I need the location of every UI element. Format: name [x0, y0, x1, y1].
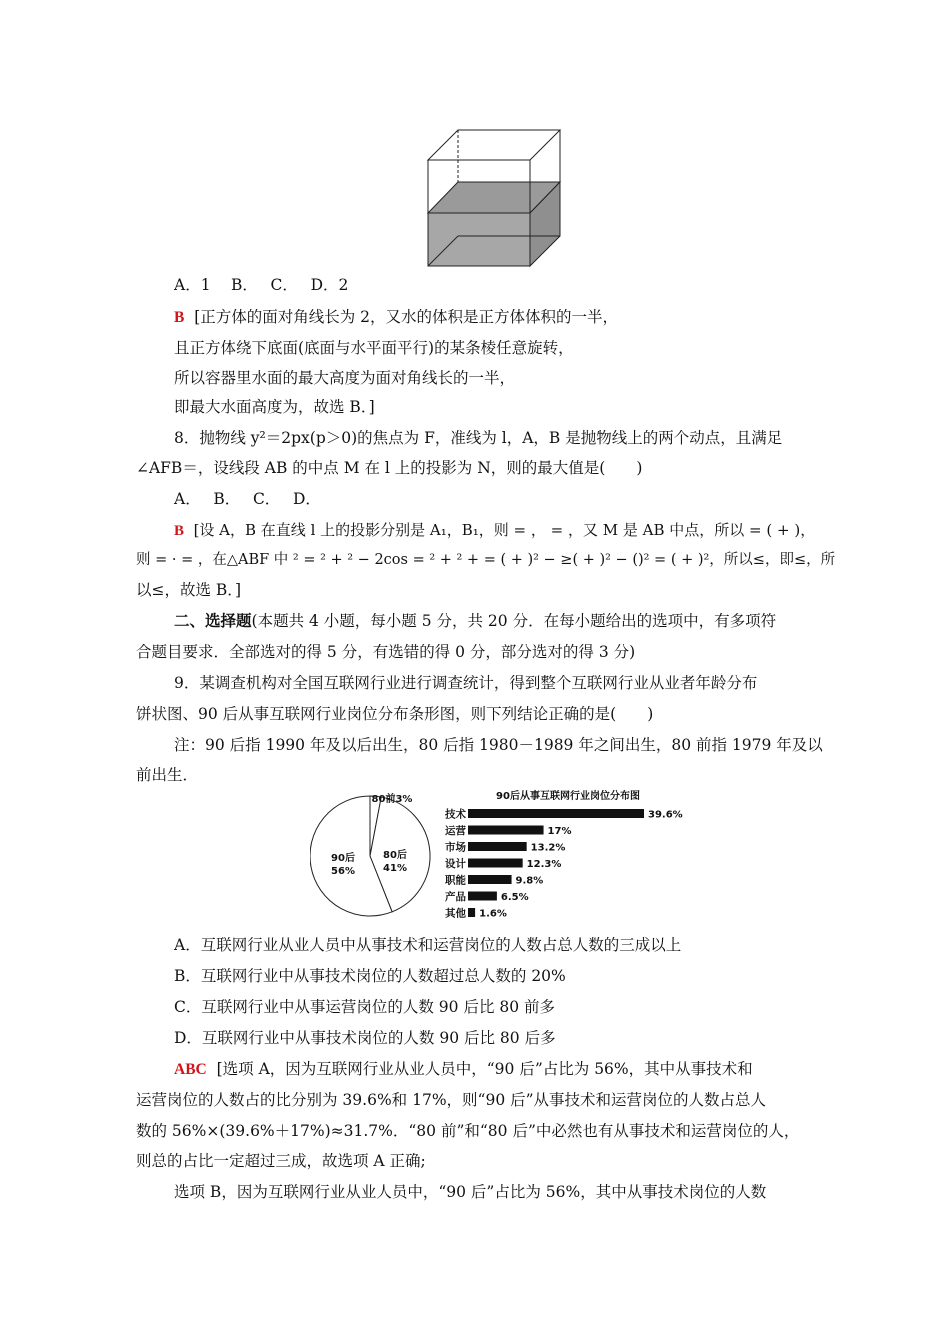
bar-value-label: 9.8%	[515, 875, 544, 887]
bar	[468, 892, 497, 901]
q9-option-b: B．互联网行业中从事技术岗位的人数超过总人数的 20%	[174, 967, 566, 985]
bar-category-label: 设计	[445, 858, 466, 870]
q7-explanation-line: 即最大水面高度为，故选 B．]	[174, 398, 375, 416]
q7-explanation-line: 且正方体绕下底面(底面与水平面平行)的某条棱任意旋转，	[174, 339, 574, 357]
bar-value-label: 12.3%	[526, 859, 562, 870]
q9-explanation-line: ABC [选项 A，因为互联网行业从业人员中，“90 后”占比为 56%，其中从事技术和	[174, 1060, 753, 1078]
section-desc: 合题目要求．全部选对的得 5 分，有选错的得 0 分，部分选对的得 3 分)	[136, 643, 636, 661]
bar-category-label: 市场	[445, 841, 466, 854]
q8-stem: ∠AFB＝，设线段 AB 的中点 M 在 l 上的投影为 N，则的最大值是( )	[136, 459, 643, 477]
q7-explanation-line: 所以容器里水面的最大高度为面对角线长的一半，	[174, 369, 516, 387]
pie-label: 56%	[331, 866, 355, 877]
section-title: 二、选择题	[174, 611, 252, 630]
q9-stem: 9．某调查机构对全国互联网行业进行调查统计，得到整个互联网行业从业者年龄分布	[174, 674, 758, 692]
q9-option-a: A．互联网行业从业人员中从事技术和运营岗位的人数占总人数的三成以上	[174, 936, 682, 954]
q8-answer: B	[174, 523, 185, 539]
bar-value-label: 13.2%	[530, 842, 566, 854]
q9-explanation-line: 则总的占比一定超过三成，故选项 A 正确;	[136, 1152, 426, 1170]
bar	[468, 859, 523, 868]
q9-note: 注：90 后指 1990 年及以后出生，80 后指 1980－1989 年之间出生，80 前指 1979 年及以	[174, 736, 823, 754]
q9-explanation-line: 运营岗位的人数占的比分别为 39.6%和 17%，则“90 后”从事技术和运营岗位的人数占总人	[136, 1091, 767, 1109]
q7-options: A．1 B． C． D．2	[174, 276, 349, 294]
cube-water-figure	[420, 124, 570, 268]
bar-category-label: 运营	[445, 825, 466, 837]
bar-chart-title: 90后从事互联网行业岗位分布图	[496, 791, 640, 802]
pie-label: 80前3%	[371, 794, 413, 805]
bar-value-label: 39.6%	[648, 809, 683, 821]
bar-category-label: 职能	[445, 874, 466, 887]
bar	[468, 875, 512, 884]
q7-explanation-line: B [正方体的面对角线长为 2，又水的体积是正方体体积的一半，	[174, 308, 619, 326]
q8-options: A． B． C． D．	[174, 490, 321, 508]
q9-charts	[310, 786, 690, 926]
q9-explanation-line: 选项 B，因为互联网行业从业人员中，“90 后”占比为 56%，其中从事技术岗位的人数	[174, 1183, 767, 1201]
q8-explanation-line: 则 = · = ，在△ABF 中 ² = ² + ² − 2cos = ² + ² + = ( + )² − ≥( + )² − ()² = ( + )²，所以≤，即≤，所	[136, 552, 836, 568]
bar-value-label: 17%	[547, 826, 572, 837]
bar	[468, 809, 644, 818]
q9-option-d: D．互联网行业中从事技术岗位的人数 90 后比 80 后多	[174, 1029, 556, 1047]
q9-stem: 饼状图、90 后从事互联网行业岗位分布条形图，则下列结论正确的是( )	[136, 705, 654, 723]
bar-category-label: 技术	[445, 808, 466, 821]
bar-value-label: 1.6%	[479, 908, 507, 920]
q8-explanation-line: B [设 A，B 在直线 l 上的投影分别是 A₁，B₁，则 = ， = ，又 M 是 AB 中点，所以 = ( + )，	[174, 521, 816, 539]
bar-category-label: 产品	[445, 891, 466, 903]
bar-category-label: 其他	[445, 907, 466, 920]
q9-note: 前出生．	[136, 766, 199, 784]
pie-label: 41%	[383, 863, 407, 874]
q8-stem: 8．抛物线 y²＝2px(p＞0)的焦点为 F，准线为 l，A，B 是抛物线上的两个动点，且满足	[174, 429, 783, 447]
bar	[468, 842, 527, 851]
q7-answer: B	[174, 309, 185, 326]
q8-explanation-line: 以≤，故选 B．]	[136, 581, 242, 599]
pie-label: 90后	[331, 853, 355, 864]
bar	[468, 826, 544, 835]
q9-answer: ABC	[174, 1061, 207, 1078]
bar	[468, 908, 475, 917]
section-header: 二、选择题(本题共 4 小题，每小题 5 分，共 20 分．在每小题给出的选项中，有多项符	[174, 611, 777, 630]
q9-explanation-line: 数的 56%×(39.6%＋17%)≈31.7%．“80 前”和“80 后”中必然也有从事技术和运营岗位的人，	[136, 1122, 800, 1140]
q9-option-c: C．互联网行业中从事运营岗位的人数 90 后比 80 前多	[174, 998, 556, 1016]
pie-label: 80后	[383, 850, 407, 861]
bar-value-label: 6.5%	[500, 892, 529, 903]
